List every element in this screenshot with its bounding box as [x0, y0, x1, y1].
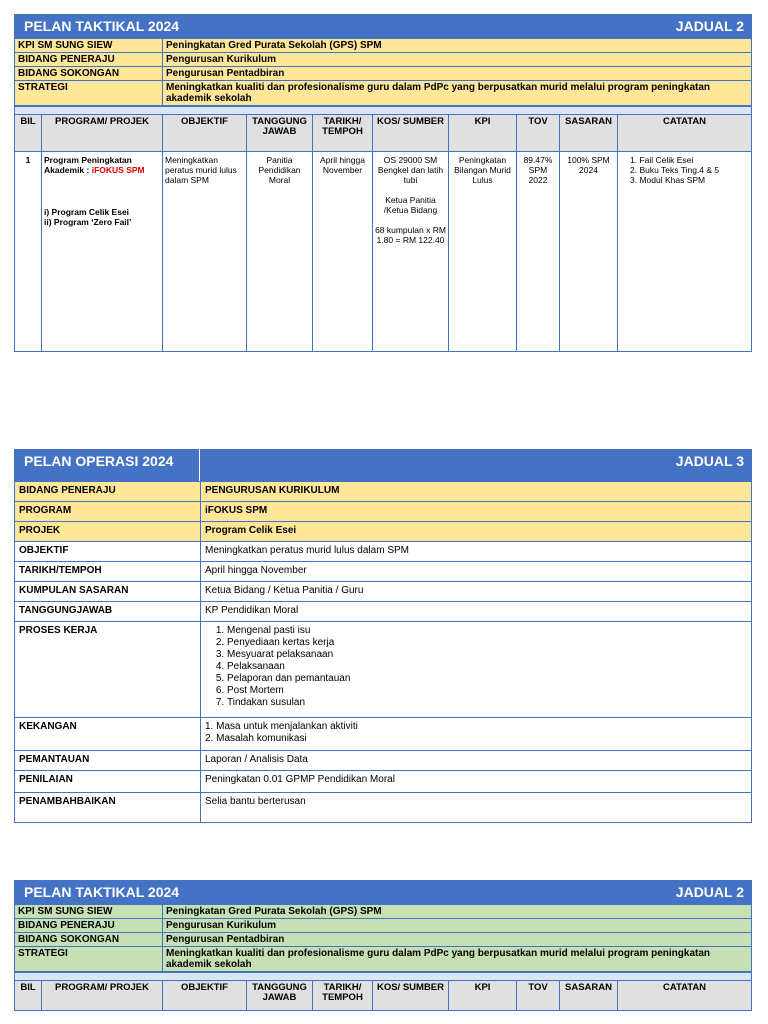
- list-item: 1. Mengenal pasti isu: [227, 625, 747, 637]
- cell-sasaran: 100% SPM 2024: [560, 152, 618, 352]
- field-value: Laporan / Analisis Data: [201, 751, 752, 771]
- tactical-plan-table-1: [14, 14, 752, 352]
- info-value: Peningkatan Gred Purata Sekolah (GPS) SPM: [163, 39, 752, 53]
- col-objektif: OBJEKTIF: [163, 981, 247, 1011]
- cell-objektif: Meningkatkan peratus murid lulus dalam SPM: [163, 152, 247, 352]
- proses-kerja-list: [201, 622, 752, 718]
- info-key: KPI SM SUNG SIEW: [15, 905, 163, 919]
- field-value: KP Pendidikan Moral: [201, 602, 752, 622]
- field-value: April hingga November: [201, 562, 752, 582]
- table-title: PELAN OPERASI 2024: [14, 449, 200, 481]
- field-value: PENGURUSAN KURIKULUM: [201, 482, 752, 502]
- kekangan-list: [201, 718, 752, 751]
- info-key: STRATEGI: [15, 81, 163, 106]
- field-value: Program Celik Esei: [201, 522, 752, 542]
- list-item: 4. Pelaksanaan: [227, 661, 747, 673]
- table-header: [14, 880, 752, 904]
- field-key: PROJEK: [15, 522, 201, 542]
- col-tarikh: TARIKH/ TEMPOH: [313, 115, 373, 152]
- sub-program: i) Program Celik Esei: [44, 207, 130, 217]
- cell-kos: [373, 152, 449, 352]
- field-key: PENILAIAN: [15, 771, 201, 793]
- col-kos: KOS/ SUMBER: [373, 981, 449, 1011]
- kos-line: Ketua Panitia /Ketua Bidang: [383, 195, 438, 215]
- col-program: PROGRAM/ PROJEK: [42, 115, 163, 152]
- cell-bil: 1: [15, 152, 42, 352]
- kos-line: OS 29000 SM Bengkel dan latih tubi: [377, 155, 444, 185]
- operations-plan-table: [14, 449, 752, 823]
- col-kpi: KPI: [449, 115, 517, 152]
- info-key: BIDANG PENERAJU: [15, 53, 163, 67]
- col-sasaran: SASARAN: [560, 115, 618, 152]
- info-key: STRATEGI: [15, 947, 163, 972]
- table-header: [14, 14, 752, 38]
- field-key: PENAMBAHBAIKAN: [15, 793, 201, 823]
- cell-tov: 89.47% SPM 2022: [517, 152, 560, 352]
- table-row: [15, 152, 752, 352]
- col-tov: TOV: [517, 981, 560, 1011]
- list-item: 2. Masalah komunikasi: [205, 733, 307, 744]
- field-value: iFOKUS SPM: [201, 502, 752, 522]
- col-tanggung: TANGGUNG JAWAB: [247, 981, 313, 1011]
- info-value: Meningkatkan kualiti dan profesionalisme guru dalam PdPc yang berpusatkan murid melalui program peningkatan akademik sekolah: [163, 947, 752, 972]
- info-value: Peningkatan Gred Purata Sekolah (GPS) SPM: [163, 905, 752, 919]
- info-row: [15, 919, 752, 933]
- list-item: 2. Penyediaan kertas kerja: [227, 637, 747, 649]
- sub-program: ii) Program ‘Zero Fail’: [44, 217, 132, 227]
- info-row: [15, 53, 752, 67]
- cell-tarikh: April hingga November: [313, 152, 373, 352]
- table-title: PELAN TAKTIKAL 2024: [24, 18, 180, 34]
- field-key: BIDANG PENERAJU: [15, 482, 201, 502]
- field-key: PROGRAM: [15, 502, 201, 522]
- tactical-plan-table-2: [14, 880, 752, 1011]
- catatan-item: 1. Fail Celik Esei: [630, 155, 694, 165]
- col-program: PROGRAM/ PROJEK: [42, 981, 163, 1011]
- field-value: Meningkatkan peratus murid lulus dalam SPM: [201, 542, 752, 562]
- field-key: PEMANTAUAN: [15, 751, 201, 771]
- list-item: 7. Tindakan susulan: [227, 697, 747, 709]
- table-header: [14, 449, 752, 481]
- info-value: Pengurusan Kurikulum: [163, 53, 752, 67]
- field-key: TARIKH/TEMPOH: [15, 562, 201, 582]
- column-headers: [15, 115, 752, 152]
- jadual-label: JADUAL 2: [675, 18, 744, 34]
- col-sasaran: SASARAN: [560, 981, 618, 1011]
- catatan-item: 3. Modul Khas SPM: [630, 175, 706, 185]
- field-key: OBJEKTIF: [15, 542, 201, 562]
- jadual-label: JADUAL 3: [200, 449, 752, 481]
- col-catatan: CATATAN: [618, 981, 752, 1011]
- info-row: [15, 905, 752, 919]
- cell-catatan: [618, 152, 752, 352]
- info-value: Pengurusan Kurikulum: [163, 919, 752, 933]
- field-key: KEKANGAN: [15, 718, 201, 751]
- field-value: Ketua Bidang / Ketua Panitia / Guru: [201, 582, 752, 602]
- list-item: 5. Pelaporan dan pemantauan: [227, 673, 747, 685]
- cell-program: [42, 152, 163, 352]
- field-key: TANGGUNGJAWAB: [15, 602, 201, 622]
- table-title: PELAN TAKTIKAL 2024: [24, 884, 180, 900]
- jadual-label: JADUAL 2: [675, 884, 744, 900]
- column-headers: [15, 981, 752, 1011]
- info-key: BIDANG SOKONGAN: [15, 67, 163, 81]
- info-row: [15, 947, 752, 972]
- info-row: [15, 39, 752, 53]
- col-kpi: KPI: [449, 981, 517, 1011]
- col-tarikh: TARIKH/ TEMPOH: [313, 981, 373, 1011]
- info-value: Pengurusan Pentadbiran: [163, 67, 752, 81]
- col-catatan: CATATAN: [618, 115, 752, 152]
- catatan-item: 2. Buku Teks Ting.4 & 5: [630, 165, 720, 175]
- cell-kpi: Peningkatan Bilangan Murid Lulus: [449, 152, 517, 352]
- info-key: KPI SM SUNG SIEW: [15, 39, 163, 53]
- col-objektif: OBJEKTIF: [163, 115, 247, 152]
- program-name: Program Peningkatan Akademik :: [44, 155, 132, 175]
- list-item: 1. Masa untuk menjalankan aktiviti: [205, 721, 358, 732]
- list-item: 6. Post Mortem: [227, 685, 747, 697]
- kos-line: 68 kumpulan x RM 1.80 = RM 122.40: [375, 225, 446, 245]
- info-row: [15, 81, 752, 106]
- field-value: Peningkatan 0.01 GPMP Pendidikan Moral: [201, 771, 752, 793]
- info-value: Meningkatkan kualiti dan profesionalisme guru dalam PdPc yang berpusatkan murid melalui program peningkatan akademik sekolah: [163, 81, 752, 106]
- info-row: [15, 67, 752, 81]
- info-key: BIDANG SOKONGAN: [15, 933, 163, 947]
- info-value: Pengurusan Pentadbiran: [163, 933, 752, 947]
- col-tanggung: TANGGUNG JAWAB: [247, 115, 313, 152]
- col-tov: TOV: [517, 115, 560, 152]
- field-key: PROSES KERJA: [15, 622, 201, 718]
- col-bil: BIL: [15, 981, 42, 1011]
- program-highlight: iFOKUS SPM: [91, 165, 145, 175]
- col-bil: BIL: [15, 115, 42, 152]
- cell-tanggung: Panitia Pendidikan Moral: [247, 152, 313, 352]
- field-value: Selia bantu berterusan: [201, 793, 752, 823]
- col-kos: KOS/ SUMBER: [373, 115, 449, 152]
- info-row: [15, 933, 752, 947]
- list-item: 3. Mesyuarat pelaksanaan: [227, 649, 747, 661]
- field-key: KUMPULAN SASARAN: [15, 582, 201, 602]
- info-key: BIDANG PENERAJU: [15, 919, 163, 933]
